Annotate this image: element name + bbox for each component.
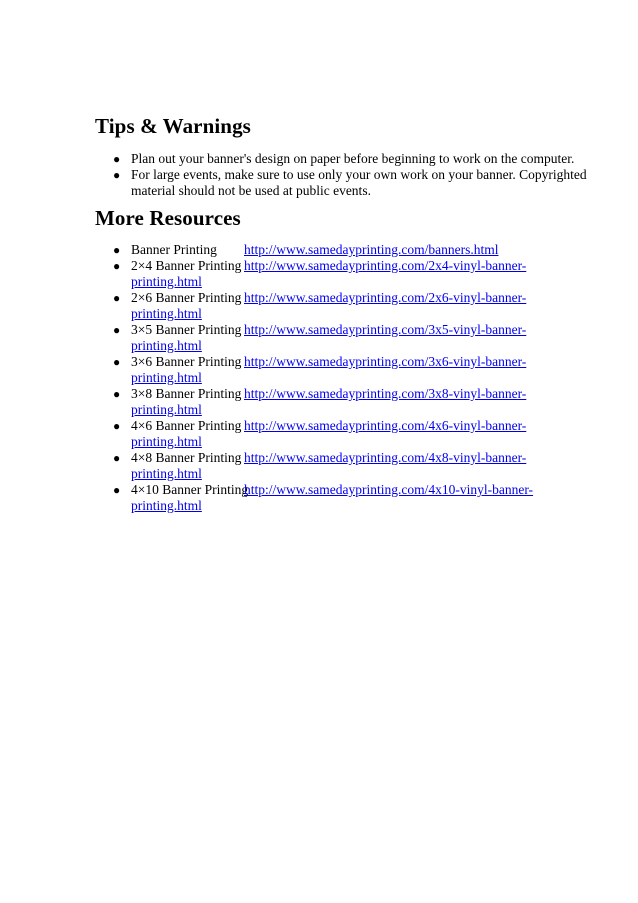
list-item	[95, 482, 595, 514]
list-item	[95, 290, 595, 322]
tips-warnings-section	[95, 114, 595, 199]
resource-label: 2×6 Banner Printing	[131, 290, 242, 305]
resource-label: 4×6 Banner Printing	[131, 418, 242, 433]
resource-label: 2×4 Banner Printing	[131, 258, 242, 273]
list-item	[95, 322, 595, 354]
resource-link[interactable]: http://www.samedayprinting.com/3x5-vinyl-banner-	[244, 322, 527, 337]
resource-link-continuation[interactable]: printing.html	[131, 466, 202, 481]
tips-warnings-heading: Tips & Warnings	[95, 114, 251, 138]
resource-link-continuation[interactable]: printing.html	[131, 402, 202, 417]
resource-link-continuation[interactable]: printing.html	[131, 338, 202, 353]
resource-link[interactable]: http://www.samedayprinting.com/3x6-vinyl-banner-	[244, 354, 527, 369]
bullet-icon: ●	[113, 291, 121, 305]
bullet-icon: ●	[113, 259, 121, 273]
resource-link[interactable]: http://www.samedayprinting.com/banners.html	[244, 242, 499, 257]
list-item	[95, 167, 595, 199]
resource-link-continuation[interactable]: printing.html	[131, 274, 202, 289]
list-item	[95, 450, 595, 482]
bullet-icon: ●	[113, 451, 121, 465]
list-item	[95, 386, 595, 418]
list-item	[95, 354, 595, 386]
bullet-icon: ●	[113, 168, 121, 182]
list-item	[95, 151, 595, 167]
resource-label: 3×8 Banner Printing	[131, 386, 242, 401]
resource-link-continuation[interactable]: printing.html	[131, 370, 202, 385]
bullet-icon: ●	[113, 323, 121, 337]
tip-text: For large events, make sure to use only your own work on your banner. Copyrighted material should not be used at public events.	[131, 167, 587, 198]
resource-link[interactable]: http://www.samedayprinting.com/2x4-vinyl-banner-	[244, 258, 527, 273]
resource-link[interactable]: http://www.samedayprinting.com/4x8-vinyl-banner-	[244, 450, 527, 465]
tips-list	[95, 151, 595, 199]
list-item	[95, 258, 595, 290]
list-item	[95, 418, 595, 450]
resource-link[interactable]: http://www.samedayprinting.com/4x6-vinyl-banner-	[244, 418, 527, 433]
resource-link[interactable]: http://www.samedayprinting.com/3x8-vinyl-banner-	[244, 386, 527, 401]
resource-link[interactable]: http://www.samedayprinting.com/2x6-vinyl-banner-	[244, 290, 527, 305]
more-resources-heading: More Resources	[95, 206, 241, 230]
bullet-icon: ●	[113, 152, 121, 166]
resource-link-continuation[interactable]: printing.html	[131, 306, 202, 321]
resource-label: 4×8 Banner Printing	[131, 450, 242, 465]
tip-text: Plan out your banner's design on paper before beginning to work on the computer.	[131, 151, 575, 166]
more-resources-section	[95, 206, 595, 514]
bullet-icon: ●	[113, 355, 121, 369]
bullet-icon: ●	[113, 483, 121, 497]
resource-label: 3×6 Banner Printing	[131, 354, 242, 369]
resource-label: Banner Printing	[131, 242, 217, 257]
bullet-icon: ●	[113, 243, 121, 257]
resources-list	[95, 242, 595, 514]
resource-label: 3×5 Banner Printing	[131, 322, 242, 337]
resource-label: 4×10 Banner Printing	[131, 482, 249, 497]
list-item	[95, 242, 595, 258]
bullet-icon: ●	[113, 419, 121, 433]
bullet-icon: ●	[113, 387, 121, 401]
resource-link-continuation[interactable]: printing.html	[131, 498, 202, 513]
resource-link-continuation[interactable]: printing.html	[131, 434, 202, 449]
resource-link[interactable]: http://www.samedayprinting.com/4x10-vinyl-banner-	[244, 482, 534, 497]
